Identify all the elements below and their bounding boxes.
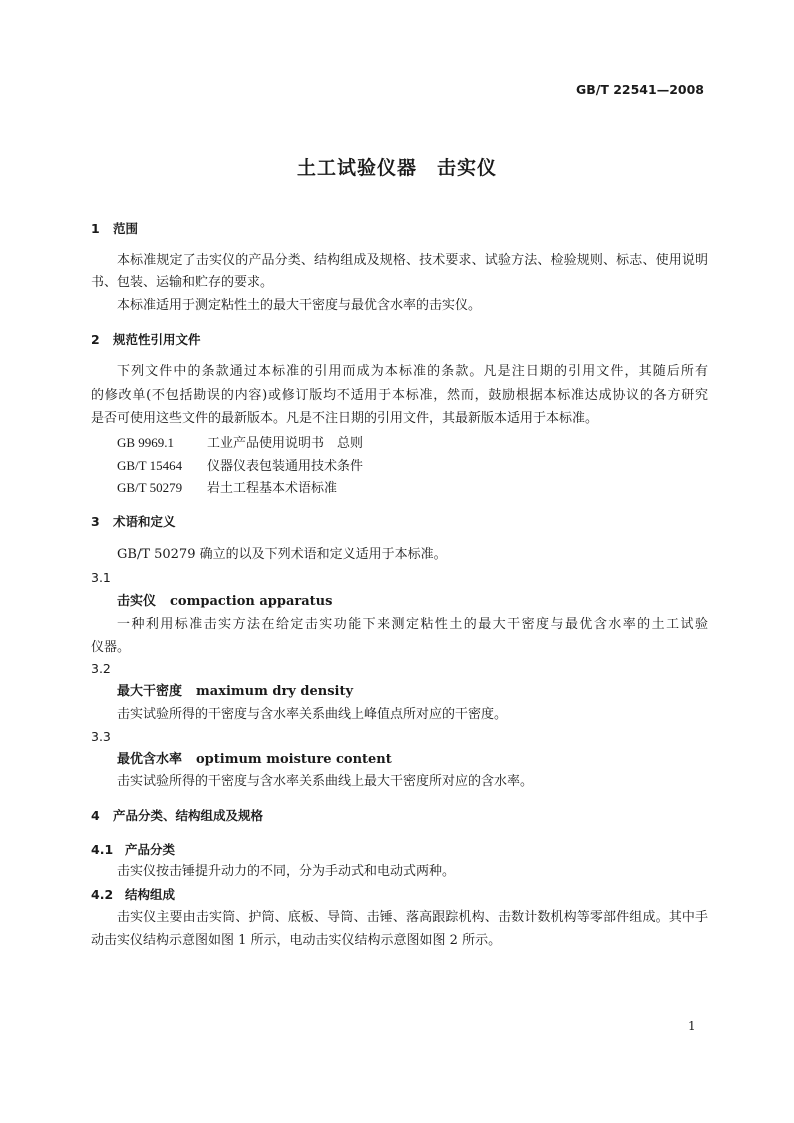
paragraph-line: GB/T 50279 确立的以及下列术语和定义适用于本标准。 — [117, 547, 447, 562]
paragraph-line: 击实仪按击锤提升动力的不同，分为手动式和电动式两种。 — [117, 864, 456, 879]
paragraph-line: 本标准规定了击实仪的产品分类、结构组成及规格、技术要求、试验方法、检验规则、标志、使用说明 — [117, 253, 708, 268]
paragraph-line: 本标准适用于测定粘性土的最大干密度与最优含水率的击实仪。 — [117, 298, 482, 313]
term-chinese: 最大干密度 — [117, 684, 183, 699]
term-heading — [117, 683, 353, 701]
term-definition: 击实试验所得的干密度与含水率关系曲线上峰值点所对应的干密度。 — [117, 707, 508, 722]
subsection-heading — [91, 841, 175, 859]
reference-title: 岩土工程基本术语标准 — [207, 481, 338, 496]
reference-code: GB/T 15464 — [117, 458, 183, 473]
term-number: 3.3 — [91, 729, 111, 744]
section-title: 术语和定义 — [113, 514, 176, 529]
paragraph-line: 下列文件中的条款通过本标准的引用而成为本标准的条款。凡是注日期的引用文件，其随后所有 — [117, 364, 708, 379]
subsection-title: 产品分类 — [125, 842, 176, 857]
term-english: maximum dry density — [196, 684, 354, 699]
paragraph-line: 书、包装、运输和贮存的要求。 — [91, 275, 274, 290]
reference-item — [117, 434, 363, 452]
subsection-number: 4.2 — [91, 887, 114, 902]
page-title: 土工试验仪器 击实仪 — [296, 157, 497, 179]
term-number: 3.1 — [91, 570, 111, 585]
section-heading-normative-references — [91, 331, 201, 349]
section-title: 产品分类、结构组成及规格 — [113, 808, 264, 823]
reference-item — [117, 457, 363, 475]
term-chinese: 击实仪 — [117, 594, 157, 609]
section-title: 规范性引用文件 — [113, 332, 201, 347]
section-number: 1 — [91, 221, 100, 236]
reference-title: 工业产品使用说明书 总则 — [207, 436, 364, 451]
reference-code: GB 9969.1 — [117, 435, 175, 450]
reference-item — [117, 479, 337, 497]
term-english: optimum moisture content — [196, 752, 392, 767]
subsection-heading — [91, 886, 175, 904]
term-definition: 仪器。 — [91, 640, 131, 655]
section-number: 2 — [91, 332, 100, 347]
section-title: 范围 — [113, 221, 139, 236]
standard-code-header: GB/T 22541—2008 — [575, 82, 704, 97]
term-definition: 一种利用标准击实方法在给定击实功能下来测定粘性土的最大干密度与最优含水率的土工试验 — [117, 617, 708, 632]
term-heading — [117, 751, 392, 769]
reference-code: GB/T 50279 — [117, 480, 183, 495]
paragraph-line: 击实仪主要由击实筒、护筒、底板、导筒、击锤、落高跟踪机构、击数计数机构等零部件组成。其中手 — [117, 910, 708, 925]
reference-title: 仪器仪表包装通用技术条件 — [207, 459, 364, 474]
page-number: 1 — [688, 1019, 696, 1033]
paragraph-line: 的修改单(不包括勘误的内容)或修订版均不适用于本标准，然而，鼓励根据本标准达成协议的各方研究 — [91, 388, 708, 403]
subsection-title: 结构组成 — [125, 887, 176, 902]
section-heading-classification — [91, 807, 263, 825]
term-heading — [117, 593, 332, 611]
term-definition: 击实试验所得的干密度与含水率关系曲线上最大干密度所对应的含水率。 — [117, 774, 534, 789]
section-heading-scope — [91, 220, 138, 238]
term-number: 3.2 — [91, 661, 111, 676]
term-chinese: 最优含水率 — [117, 752, 183, 767]
section-heading-terms — [91, 513, 176, 531]
section-number: 3 — [91, 514, 100, 529]
paragraph-line: 动击实仪结构示意图如图 1 所示，电动击实仪结构示意图如图 2 所示。 — [91, 933, 502, 948]
subsection-number: 4.1 — [91, 842, 114, 857]
paragraph-line: 是否可使用这些文件的最新版本。凡是不注日期的引用文件，其最新版本适用于本标准。 — [91, 411, 599, 426]
section-number: 4 — [91, 808, 100, 823]
term-english: compaction apparatus — [170, 594, 333, 609]
